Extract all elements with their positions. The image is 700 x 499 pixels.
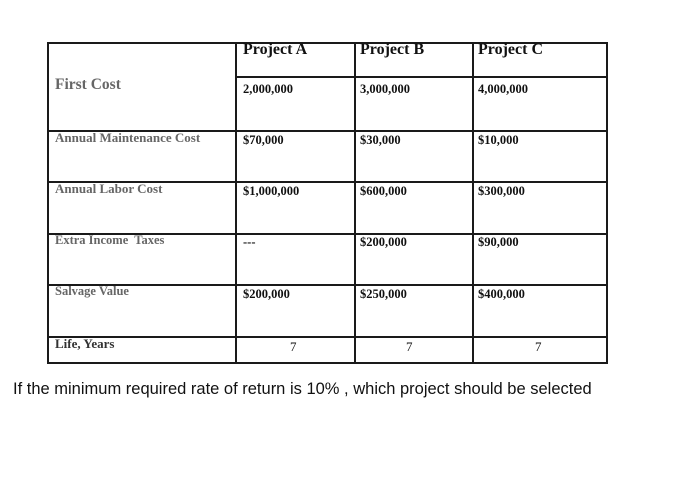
cell-b-taxes: $200,000 (360, 235, 407, 249)
cell-c-maintenance: $10,000 (478, 133, 519, 147)
row-label-first-cost: First Cost (55, 76, 121, 93)
header-project-b: Project B (360, 41, 425, 58)
cell-b-labor: $600,000 (360, 184, 407, 198)
question-text: If the minimum required rate of return is 10% , which project should be selected (13, 380, 592, 398)
cell-c-life: 7 (535, 339, 542, 354)
project-comparison-table (47, 42, 608, 364)
cell-b-first-cost: 3,000,000 (360, 82, 410, 96)
table-rule (354, 42, 356, 364)
row-label-extra-income-taxes: Extra Income Taxes (55, 233, 165, 247)
table-rule (472, 42, 474, 364)
table-rule (47, 336, 608, 338)
table-rule (237, 76, 608, 78)
header-project-c: Project C (478, 41, 543, 58)
table-rule (47, 284, 608, 286)
row-label-life-years: Life, Years (55, 336, 115, 351)
cell-a-first-cost: 2,000,000 (243, 82, 293, 96)
row-label-annual-labor: Annual Labor Cost (55, 181, 163, 196)
cell-a-labor: $1,000,000 (243, 184, 300, 198)
table-rule (47, 42, 49, 364)
cell-c-taxes: $90,000 (478, 235, 519, 249)
cell-b-maintenance: $30,000 (360, 133, 401, 147)
table-rule (47, 362, 608, 364)
cell-a-life: 7 (290, 339, 297, 354)
cell-a-salvage: $200,000 (243, 287, 290, 301)
cell-c-labor: $300,000 (478, 184, 525, 198)
cell-b-salvage: $250,000 (360, 287, 407, 301)
cell-b-life: 7 (406, 339, 413, 354)
table-rule (235, 42, 237, 364)
cell-c-salvage: $400,000 (478, 287, 525, 301)
cell-a-maintenance: $70,000 (243, 133, 284, 147)
row-label-annual-maintenance: Annual Maintenance Cost (55, 130, 201, 145)
cell-a-taxes: --- (243, 235, 256, 249)
cell-c-first-cost: 4,000,000 (478, 82, 528, 96)
row-label-salvage-value: Salvage Value (55, 284, 129, 298)
table-rule (606, 42, 608, 364)
header-project-a: Project A (243, 41, 308, 58)
